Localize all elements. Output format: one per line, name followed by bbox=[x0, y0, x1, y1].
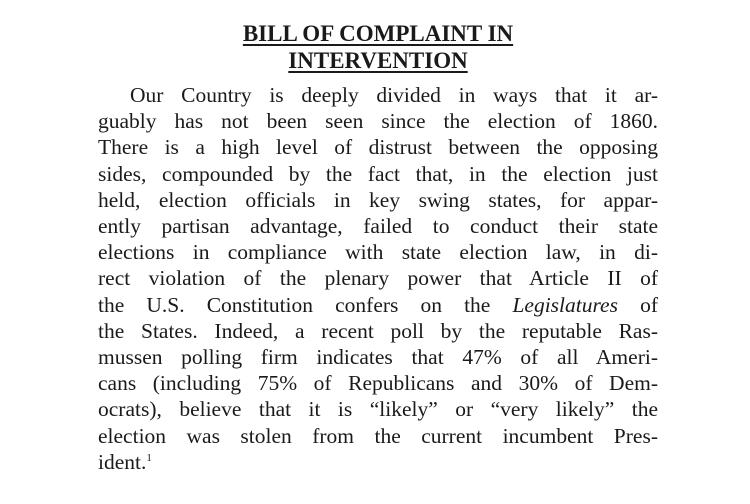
text-segment: the U.S. Constitution confers on the bbox=[98, 292, 513, 317]
text-line: elections in compliance with state election law, in di- bbox=[98, 240, 658, 265]
italic-term: Legislatures bbox=[512, 292, 618, 317]
text-line: held, election officials in key swing states, for appar- bbox=[98, 187, 658, 212]
text-line: Our Country is deeply divided in ways that it ar- bbox=[130, 83, 658, 107]
heading-line-2: INTERVENTION bbox=[288, 48, 468, 73]
text-line-with-italic bbox=[98, 292, 658, 318]
section-heading bbox=[98, 20, 658, 74]
text-line: election was stolen from the current incumbent Pres- bbox=[98, 423, 658, 448]
text-line: ently partisan advantage, failed to conduct their state bbox=[98, 214, 658, 239]
text-line: rect violation of the plenary power that Article II of bbox=[98, 266, 658, 291]
text-line: mussen polling firm indicates that 47% of all Ameri- bbox=[98, 345, 658, 370]
text-line: guably has not been seen since the election of 1860. bbox=[98, 109, 658, 134]
document-page bbox=[98, 20, 658, 475]
text-line: There is a high level of distrust between the opposing bbox=[98, 135, 658, 160]
text-line: the States. Indeed, a recent poll by the reputable Ras- bbox=[98, 318, 658, 343]
heading-line-1: BILL OF COMPLAINT IN bbox=[242, 21, 514, 46]
text-segment: of bbox=[617, 292, 658, 317]
text-line-final bbox=[98, 449, 658, 475]
text-line: sides, compounded by the fact that, in the election just bbox=[98, 161, 658, 186]
text-segment: ident. bbox=[98, 449, 147, 474]
text-line: cans (including 75% of Republicans and 30% of Dem- bbox=[98, 371, 658, 396]
text-line: ocrats), believe that it is “likely” or “very likely” the bbox=[98, 397, 658, 422]
body-paragraph bbox=[98, 82, 658, 475]
footnote-marker[interactable]: 1 bbox=[146, 451, 152, 464]
